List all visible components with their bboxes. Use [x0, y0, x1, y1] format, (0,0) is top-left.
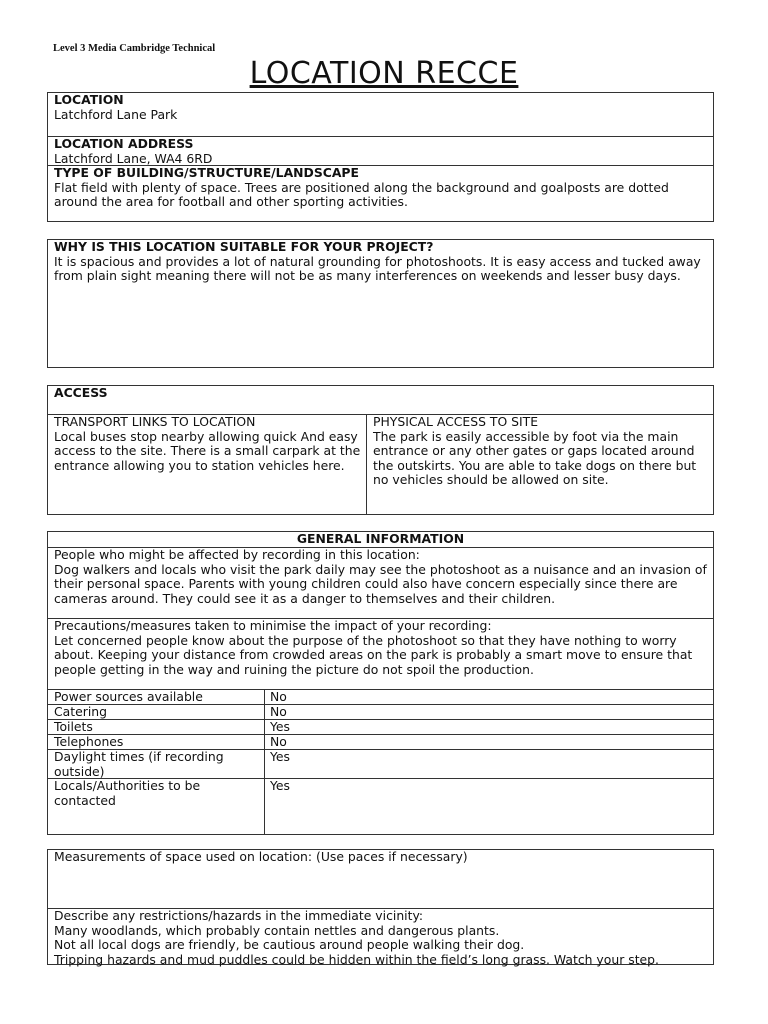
hazards-row	[48, 908, 713, 967]
suitability-table	[47, 239, 714, 368]
physical-cell	[367, 415, 713, 488]
address-row	[48, 136, 713, 165]
location-label: LOCATION	[54, 92, 124, 107]
facility-row	[48, 704, 713, 719]
transport-value: Local buses stop nearby allowing quick And easy access to the site. There is a small carpark at the entrance allowing you to station vehicles here.	[54, 428, 361, 473]
address-value: Latchford Lane, WA4 6RD	[54, 150, 213, 166]
facility-row	[48, 719, 713, 734]
page-title: LOCATION RECCE	[249, 56, 519, 91]
access-detail-row	[48, 414, 713, 514]
access-table	[47, 385, 714, 515]
measurements-label: Measurements of space used on location: (Use paces if necessary)	[54, 849, 468, 864]
type-label: TYPE OF BUILDING/STRUCTURE/LANDSCAPE	[54, 165, 359, 180]
precautions-value: Let concerned people know about the purpose of the photoshoot so that they have nothing to worry about. Keeping your distance from crowded areas on the park is probably a smart move to ensure that people getting in the way and ruining the picture do not spoil the production.	[54, 632, 693, 677]
hazard-line: Many woodlands, which probably contain nettles and dangerous plants.	[54, 922, 500, 938]
affected-row	[48, 547, 713, 618]
measurements-row	[48, 850, 713, 908]
facility-divider	[264, 689, 265, 834]
general-header-row	[48, 532, 713, 547]
facility-row	[48, 689, 713, 704]
facility-value: No	[270, 689, 287, 704]
facility-value: Yes	[270, 778, 291, 793]
measurements-table	[47, 849, 714, 965]
facility-row	[48, 778, 713, 834]
facility-value: Yes	[270, 719, 291, 734]
suitability-label: WHY IS THIS LOCATION SUITABLE FOR YOUR PROJECT?	[54, 239, 434, 254]
suitability-value: It is spacious and provides a lot of natural grounding for photoshoots. It is easy access and tucked away from plain sight meaning there will not be as many interferences on weekends and lesser busy days.	[54, 253, 701, 284]
physical-value: The park is easily accessible by foot via the main entrance or any other gates or gaps located around the outskirts. You are able to take dogs on there but no vehicles should be allowed on site.	[373, 428, 697, 488]
physical-label: PHYSICAL ACCESS TO SITE	[373, 414, 539, 429]
affected-label: People who might be affected by recording in this location:	[54, 547, 420, 562]
facility-label: Locals/Authorities to be contacted	[54, 778, 201, 808]
hazard-line: Not all local dogs are friendly, be cautious around people walking their dog.	[54, 937, 525, 953]
facility-value: No	[270, 734, 287, 749]
type-value: Flat field with plenty of space. Trees are positioned along the background and goalposts are dotted around the area for football and other sporting activities.	[54, 179, 669, 210]
facility-value: No	[270, 704, 287, 719]
facility-label: Daylight times (if recording outside)	[54, 749, 224, 779]
transport-cell	[48, 415, 367, 473]
access-header-row	[48, 386, 713, 414]
address-label: LOCATION ADDRESS	[54, 136, 194, 151]
facility-row	[48, 749, 713, 778]
access-label: ACCESS	[54, 385, 108, 400]
facility-label: Telephones	[54, 734, 124, 749]
course-header: Level 3 Media Cambridge Technical	[53, 43, 216, 54]
type-row	[48, 165, 713, 221]
general-label: GENERAL INFORMATION	[296, 531, 465, 546]
location-row	[48, 93, 713, 136]
precautions-label: Precautions/measures taken to minimise the impact of your recording:	[54, 618, 492, 633]
location-table	[47, 92, 714, 222]
facility-label: Toilets	[54, 719, 93, 734]
general-table	[47, 531, 714, 835]
hazards-label: Describe any restrictions/hazards in the immediate vicinity:	[54, 908, 424, 923]
facility-label: Catering	[54, 704, 107, 719]
facility-label: Power sources available	[54, 689, 203, 704]
facility-value: Yes	[270, 749, 291, 764]
affected-value: Dog walkers and locals who visit the park daily may see the photoshoot as a nuisance and an invasion of their personal space. Parents with young children could also have concern especially since there are cameras around. They could see it as a danger to themselves and their children.	[54, 561, 707, 606]
facility-row	[48, 734, 713, 749]
precautions-row	[48, 618, 713, 689]
location-value: Latchford Lane Park	[54, 106, 178, 122]
suitability-row	[48, 240, 713, 367]
transport-label: TRANSPORT LINKS TO LOCATION	[54, 414, 256, 429]
hazard-line: Tripping hazards and mud puddles could be hidden within the field’s long grass. Watch your step.	[54, 951, 659, 967]
